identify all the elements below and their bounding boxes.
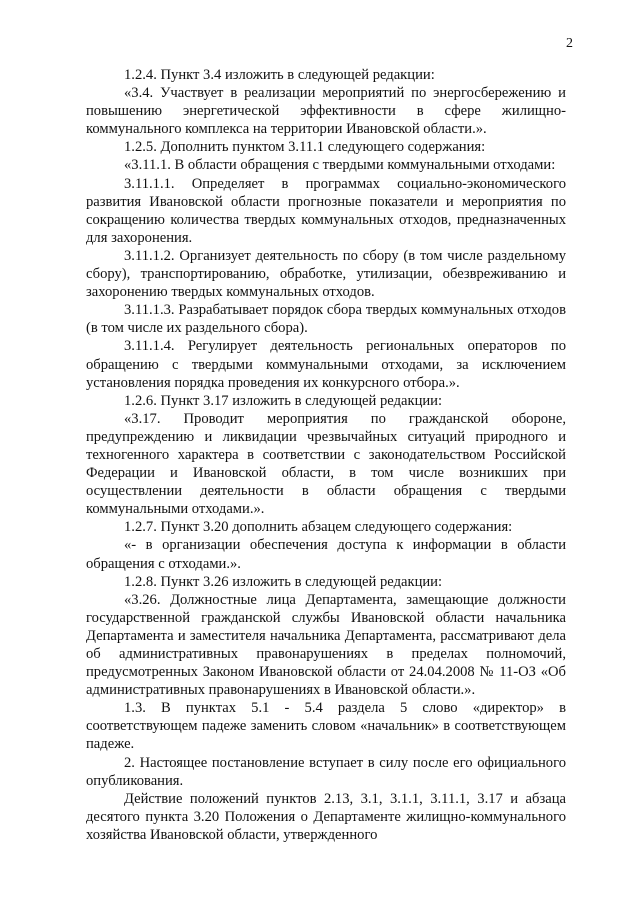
paragraph: 1.2.7. Пункт 3.20 дополнить абзацем следующего содержания:	[124, 519, 513, 536]
paragraph: 3.11.1.1. Определяет в программах социально-экономического развития Ивановской области прогнозные показатели и мероприятия по сокращению количества твердых коммунальных отходов, предназначенных для захоронения.	[86, 175, 566, 246]
paragraph: Действие положений пунктов 2.13, 3.1, 3.1.1, 3.11.1, 3.17 и абзаца десятого пункта 3.20 Положения о Департаменте жилищно-коммунального хозяйства Ивановской области, утвержденного	[86, 790, 566, 843]
paragraph: 3.11.1.4. Регулирует деятельность региональных операторов по обращению с твердыми коммунальными отходами, за исключением установления порядка проведения их конкурсного отбора.».	[86, 338, 566, 391]
document-body	[86, 66, 566, 844]
paragraph: «3.4. Участвует в реализации мероприятий по энергосбережению и повышению энергетической эффективности в сфере жилищно-коммунального комплекса на территории Ивановской области.».	[86, 85, 566, 138]
paragraph: 1.2.4. Пункт 3.4 изложить в следующей редакции:	[124, 67, 435, 83]
paragraph: 3.11.1.2. Организует деятельность по сбору (в том числе раздельному сбору), транспортированию, обработке, утилизации, обезвреживанию и захоронению твердых коммунальных отходов.	[86, 247, 566, 301]
paragraph: 1.3. В пунктах 5.1 - 5.4 раздела 5 слово «директор» в соответствующем падеже заменить словом «начальник» в соответствующем падеже.	[86, 700, 566, 753]
paragraph: 1.2.8. Пункт 3.26 изложить в следующей редакции:	[124, 573, 443, 590]
paragraph: 1.2.5. Дополнить пунктом 3.11.1 следующего содержания:	[124, 139, 486, 156]
paragraph: «3.11.1. В области обращения с твердыми коммунальными отходами:	[124, 157, 556, 174]
paragraph: 1.2.6. Пункт 3.17 изложить в следующей редакции:	[124, 392, 443, 409]
paragraph: «- в организации обеспечения доступа к информации в области обращения с отходами.».	[86, 537, 566, 572]
page-number: 2	[566, 36, 573, 51]
paragraph: 3.11.1.3. Разрабатывает порядок сбора твердых коммунальных отходов (в том числе их раздельного сбора).	[86, 302, 566, 337]
paragraph: «3.26. Должностные лица Департамента, замещающие должности государственной гражданской службы Ивановской области начальника Департамента и заместителя начальника Департамента, рассматривают дела об административных правонарушениях в пределах полномочий, предусмотренных Законом Ивановской области от 24.04.2008 № 11-ОЗ «Об административных правонарушениях в Ивановской области.».	[86, 591, 566, 699]
paragraph: 2. Настоящее постановление вступает в силу после его официального опубликования.	[86, 754, 566, 789]
paragraph: «3.17. Проводит мероприятия по гражданской обороне, предупреждению и ликвидации чрезвычайных ситуаций природного и техногенного характера в соответствии с законодательством Российской Федерации и Ивановской области, в том числе возникших при осуществлении деятельности в области обращения с твердыми коммунальными отходами.».	[86, 410, 566, 518]
